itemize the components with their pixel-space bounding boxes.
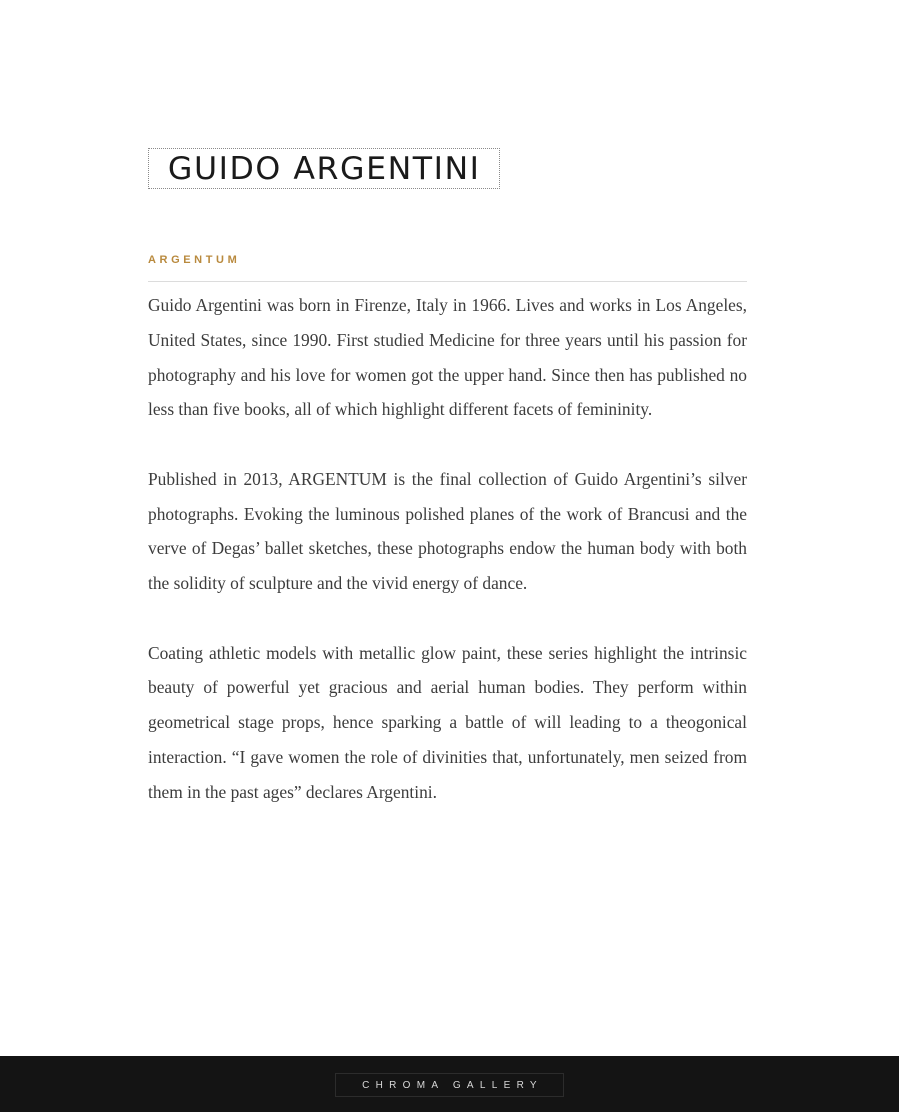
page-title: GUIDO ARGENTINI [167,150,481,187]
paragraph-series: Coating athletic models with metallic glow paint, these series highlight the intrinsic beauty of powerful yet gracious and aerial human bodies. They perform within geometrical stage props, hence sparking a battle of will leading to a theogonical interaction. “I gave women the role of divinities that, unfortunately, men seized from them in the past ages” declares Argentini. [148,642,747,802]
section-divider [148,281,747,282]
footer-bar [0,1056,899,1112]
section-label: ARGENTUM [148,254,241,266]
paragraph-biography: Guido Argentini was born in Firenze, Italy in 1966. Lives and works in Los Angeles, United States, since 1990. First studied Medicine for three years until his passion for photography and his love for women got the upper hand. Since then has published no less than five books, all of which highlight different facets of femininity. [148,295,747,420]
title-box [148,148,500,189]
paragraph-collection: Published in 2013, ARGENTUM is the final collection of Guido Argentini’s silver photographs. Evoking the luminous polished planes of the work of Brancusi and the verve of Degas’ ballet sketches, these photographs endow the human body with both the solidity of sculpture and the vivid energy of dance. [148,468,747,593]
footer-brand-logo[interactable]: CHROMA GALLERY [335,1073,564,1097]
article-body [148,288,747,844]
